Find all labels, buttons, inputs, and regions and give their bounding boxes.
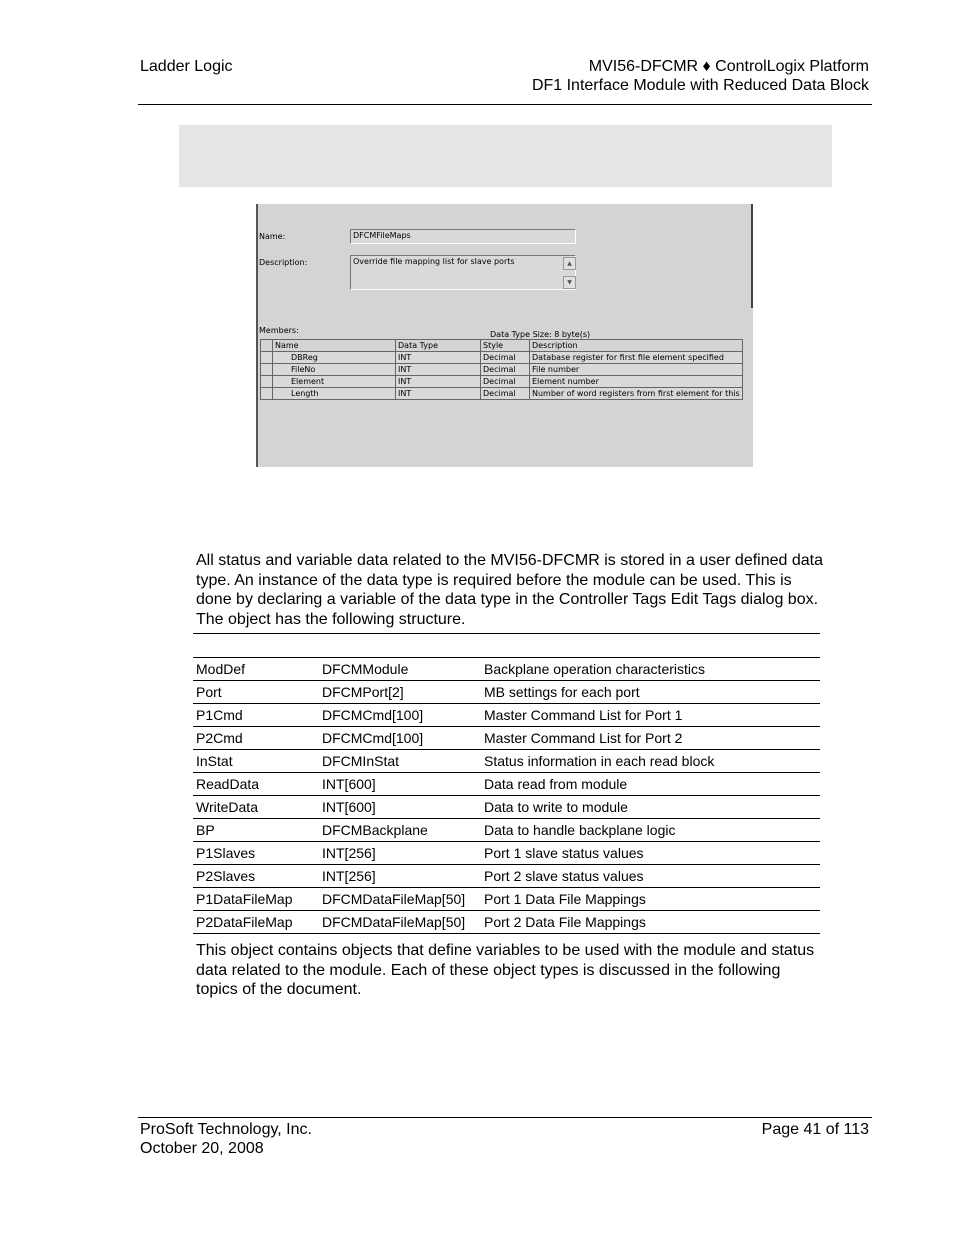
table-row [193,888,820,911]
member-description: MB settings for each port [481,681,820,704]
row-selector[interactable] [261,376,273,388]
members-label: Members: [259,326,299,335]
header-product-info [532,57,869,95]
member-type: INT [396,388,481,400]
row-selector[interactable] [261,364,273,376]
scroll-up-icon[interactable]: ▲ [563,257,576,270]
data-type-size-label: Data Type Size: 8 byte(s) [490,330,591,339]
member-name: BP [193,819,319,842]
header-product-line2: DF1 Interface Module with Reduced Data Block [531,77,869,94]
data-type-dialog-screenshot [256,204,753,467]
table-row [193,842,820,865]
member-type: DFCMDataFileMap[50] [319,888,481,911]
scroll-down-icon[interactable]: ▼ [563,276,576,289]
description-label: Description: [259,258,308,267]
member-name: ModDef [193,658,319,681]
shaded-heading-box [179,125,832,187]
member-type: DFCMPort[2] [319,681,481,704]
dialog-right-scrollbar [751,204,753,308]
member-name: P2Cmd [193,727,319,750]
row-selector [261,340,273,352]
header-product-line1: MVI56-DFCMR ♦ ControlLogix Platform [588,58,869,75]
member-name: P1Slaves [193,842,319,865]
name-field[interactable]: DFCMFileMaps [350,229,576,244]
member-row[interactable] [261,352,743,364]
member-style: Decimal [481,376,530,388]
member-description: Data to handle backplane logic [481,819,820,842]
member-description: Port 1 slave status values [481,842,820,865]
column-header[interactable]: Name [273,340,396,352]
column-header[interactable]: Style [481,340,530,352]
footer-company: ProSoft Technology, Inc. [140,1121,312,1138]
member-name: P1DataFileMap [193,888,319,911]
member-description: Status information in each read block [481,750,820,773]
structure-table [193,657,820,934]
member-type: DFCMDataFileMap[50] [319,911,481,934]
header-divider [138,104,872,105]
member-type: DFCMCmd[100] [319,704,481,727]
member-name: P1Cmd [193,704,319,727]
member-name: Length [273,388,396,400]
table-row [193,773,820,796]
members-grid-header [261,340,743,352]
footer-date: October 20, 2008 [140,1140,264,1157]
member-name: Element [273,376,396,388]
member-type: DFCMModule [319,658,481,681]
member-type: INT[256] [319,865,481,888]
member-name: Port [193,681,319,704]
member-type: INT [396,352,481,364]
member-type: INT[256] [319,842,481,865]
member-row[interactable] [261,376,743,388]
member-style: Decimal [481,352,530,364]
member-name: InStat [193,750,319,773]
member-description: Number of word registers from first element for this [530,388,743,400]
member-description: Master Command List for Port 1 [481,704,820,727]
header-section-title: Ladder Logic [140,58,233,75]
table-top-rule [193,633,820,634]
footer-left [140,1120,312,1158]
member-name: ReadData [193,773,319,796]
intro-paragraph: All status and variable data related to the MVI56-DFCMR is stored in a user defined data type. An instance of the data type is required before the module can be used. This is done by declaring a variable of the data type in the Controller Tags Edit Tags dialog box. The object has the following structure. [196,552,823,628]
table-row [193,796,820,819]
member-description: Port 1 Data File Mappings [481,888,820,911]
member-style: Decimal [481,388,530,400]
member-description: Data read from module [481,773,820,796]
member-description: Data to write to module [481,796,820,819]
member-row[interactable] [261,388,743,400]
member-type: INT[600] [319,773,481,796]
column-header[interactable]: Description [530,340,743,352]
member-type: INT[600] [319,796,481,819]
member-type: INT [396,364,481,376]
member-type: DFCMInStat [319,750,481,773]
member-name: P2Slaves [193,865,319,888]
footer-divider [138,1117,872,1118]
table-row [193,727,820,750]
row-selector[interactable] [261,388,273,400]
member-name: DBReg [273,352,396,364]
name-label: Name: [259,232,286,241]
member-type: DFCMCmd[100] [319,727,481,750]
member-name: WriteData [193,796,319,819]
member-description: Database register for first file element specified [530,352,743,364]
member-description: Port 2 Data File Mappings [481,911,820,934]
member-description: Element number [530,376,743,388]
table-row [193,704,820,727]
members-grid [260,339,743,400]
table-row [193,865,820,888]
member-description: Backplane operation characteristics [481,658,820,681]
table-row [193,750,820,773]
member-type: DFCMBackplane [319,819,481,842]
description-field[interactable]: Override file mapping list for slave ports [350,255,576,290]
column-header[interactable]: Data Type [396,340,481,352]
member-row[interactable] [261,364,743,376]
member-name: FileNo [273,364,396,376]
table-row [193,911,820,934]
member-description: File number [530,364,743,376]
member-name: P2DataFileMap [193,911,319,934]
member-description: Master Command List for Port 2 [481,727,820,750]
member-style: Decimal [481,364,530,376]
table-row [193,658,820,681]
member-description: Port 2 slave status values [481,865,820,888]
row-selector[interactable] [261,352,273,364]
table-row [193,681,820,704]
closing-paragraph: This object contains objects that define variables to be used with the module and status data related to the module. Each of these object types is discussed in the following topics of the document. [196,942,815,999]
member-type: INT [396,376,481,388]
table-row [193,819,820,842]
footer-page-number: Page 41 of 113 [761,1121,869,1138]
